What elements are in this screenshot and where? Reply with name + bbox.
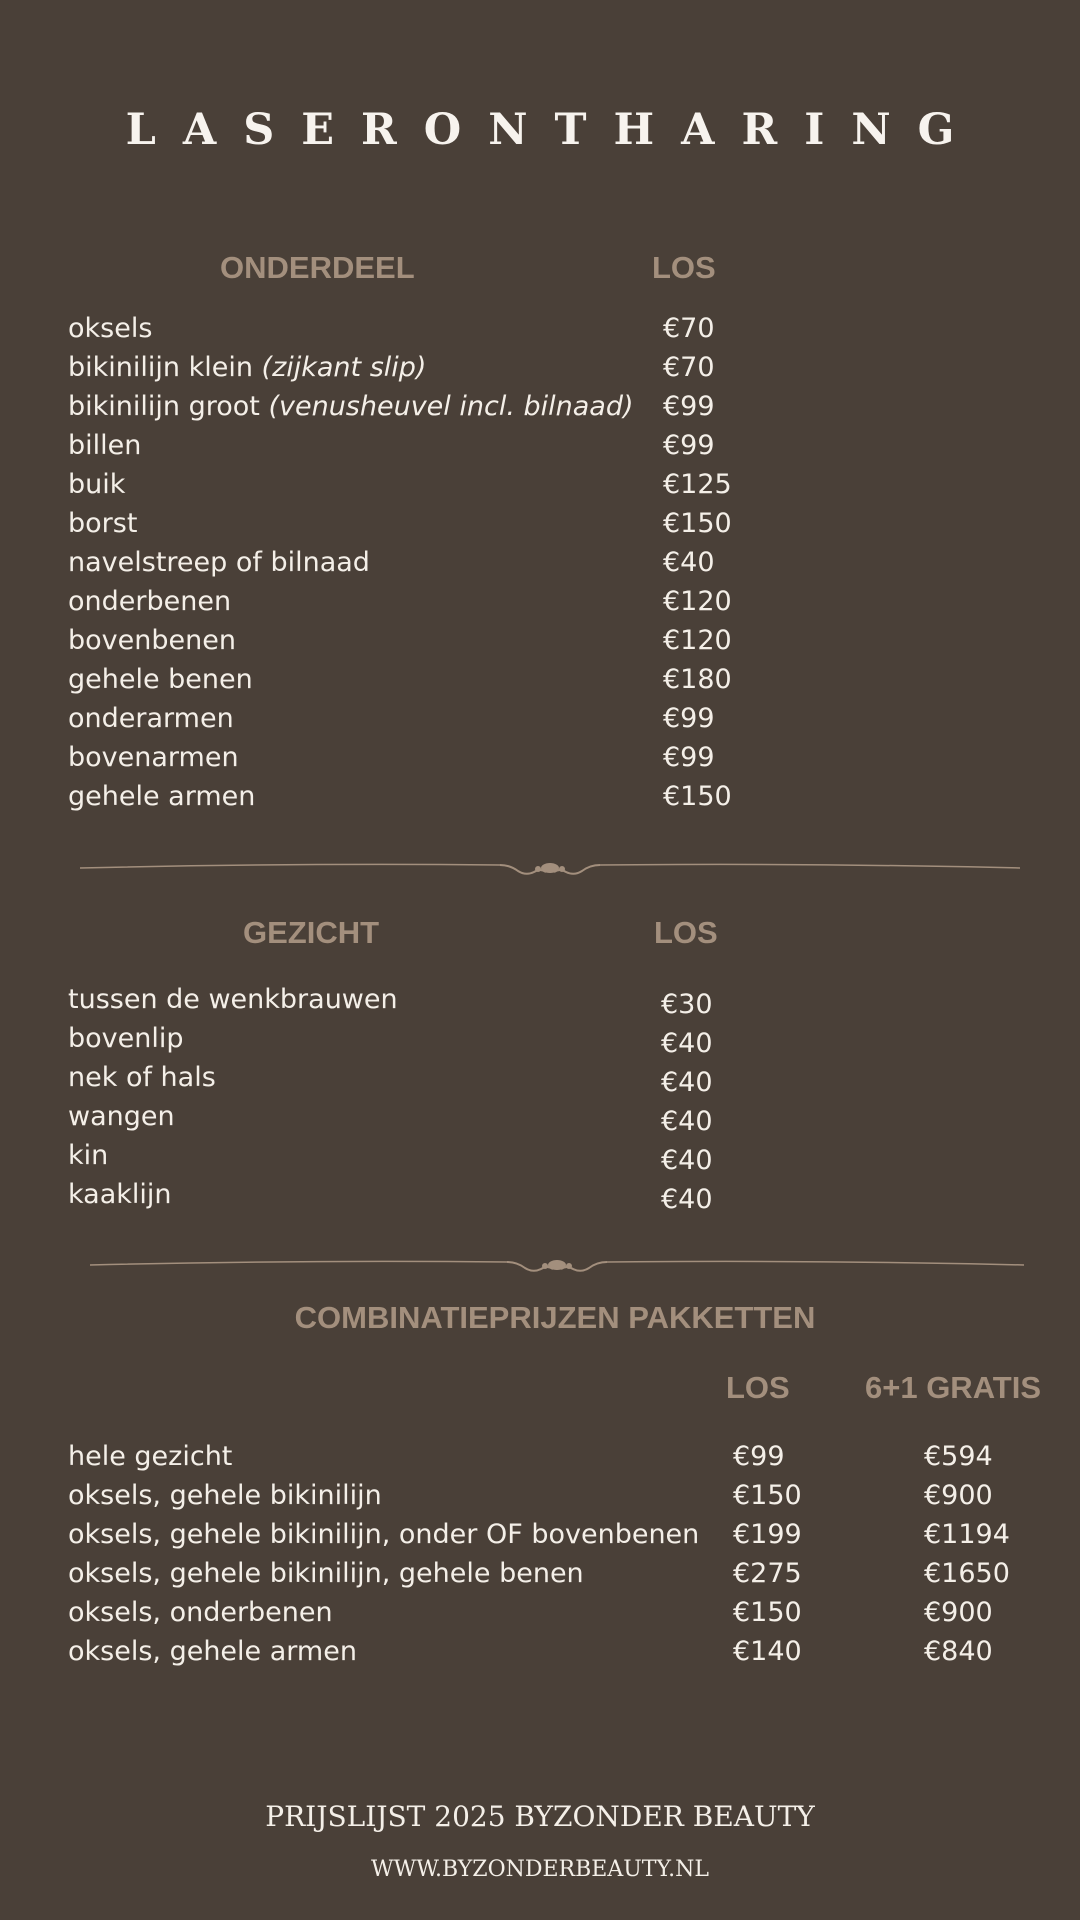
item-name: kaaklijn (68, 1179, 172, 1210)
list-item (0, 348, 1080, 387)
item-price: €40 (661, 1145, 713, 1176)
item-price-los: €199 (733, 1519, 802, 1550)
item-name: hele gezicht (68, 1441, 233, 1472)
item-name: kin (68, 1140, 109, 1171)
item-name: buik (68, 469, 126, 500)
item-price-los: €140 (733, 1636, 802, 1667)
item-name: bovenlip (68, 1023, 184, 1054)
item-price: €150 (663, 781, 732, 812)
item-name: gehele armen (68, 781, 256, 812)
item-price-los: €275 (733, 1558, 802, 1589)
item-price: €150 (663, 508, 732, 539)
footer-title: PRIJSLIJST 2025 BYZONDER BEAUTY (265, 1800, 815, 1833)
item-price: €30 (661, 989, 713, 1020)
item-price: €40 (661, 1184, 713, 1215)
combinatie-los-header: LOS (726, 1370, 790, 1405)
item-price-gratis: €900 (924, 1597, 993, 1628)
list-item (0, 1515, 1080, 1554)
item-name: oksels, gehele bikinilijn, onder OF bovenbenen (68, 1519, 700, 1550)
list-item (0, 777, 1080, 816)
item-price: €99 (663, 391, 715, 422)
onderdeel-price-header: LOS (652, 250, 716, 285)
page-title: LASERONTHARING (125, 105, 982, 155)
item-name: bikinilijn klein (zijkant slip) (68, 352, 427, 383)
list-item (0, 543, 1080, 582)
list-item (0, 465, 1080, 504)
list-item (0, 309, 1080, 348)
item-price: €70 (663, 313, 715, 344)
list-item (0, 504, 1080, 543)
list-item (0, 426, 1080, 465)
item-name: oksels, onderbenen (68, 1597, 333, 1628)
footer-website: WWW.BYZONDERBEAUTY.NL (371, 1857, 709, 1882)
item-price-los: €150 (733, 1480, 802, 1511)
item-price-gratis: €840 (924, 1636, 993, 1667)
item-note: (zijkant slip) (261, 352, 427, 383)
item-price-gratis: €1650 (924, 1558, 1010, 1589)
list-item (0, 738, 1080, 777)
item-price-los: €150 (733, 1597, 802, 1628)
item-price: €40 (663, 547, 715, 578)
item-name: billen (68, 430, 142, 461)
item-price: €120 (663, 586, 732, 617)
ornament-divider (0, 1250, 1080, 1280)
list-item (0, 1554, 1080, 1593)
list-item-price-row (0, 1180, 1080, 1219)
item-name: gehele benen (68, 664, 253, 695)
item-name: nek of hals (68, 1062, 216, 1093)
item-price-los: €99 (733, 1441, 785, 1472)
item-price: €120 (663, 625, 732, 656)
item-name: borst (68, 508, 138, 539)
item-price: €125 (663, 469, 732, 500)
item-name: oksels, gehele bikinilijn (68, 1480, 382, 1511)
item-name: bovenarmen (68, 742, 239, 773)
item-name: wangen (68, 1101, 175, 1132)
item-name: onderarmen (68, 703, 234, 734)
list-item (0, 1476, 1080, 1515)
list-item (0, 1632, 1080, 1671)
item-price: €70 (663, 352, 715, 383)
item-name: bikinilijn groot (venusheuvel incl. bilnaad) (68, 391, 634, 422)
item-price: €40 (661, 1067, 713, 1098)
item-price: €99 (663, 703, 715, 734)
gezicht-price-header: LOS (654, 915, 718, 950)
item-name: bovenbenen (68, 625, 236, 656)
item-price-gratis: €594 (924, 1441, 993, 1472)
item-price: €99 (663, 430, 715, 461)
item-price-gratis: €1194 (924, 1519, 1010, 1550)
item-price: €40 (661, 1028, 713, 1059)
list-item (0, 621, 1080, 660)
onderdeel-header: ONDERDEEL (220, 250, 415, 285)
list-item (0, 387, 1080, 426)
item-note: (venusheuvel incl. bilnaad) (268, 391, 634, 422)
list-item (0, 1437, 1080, 1476)
item-price: €180 (663, 664, 732, 695)
list-item (0, 582, 1080, 621)
item-price-gratis: €900 (924, 1480, 993, 1511)
list-item (0, 699, 1080, 738)
item-price: €99 (663, 742, 715, 773)
item-name: tussen de wenkbrauwen (68, 984, 398, 1015)
combinatie-gratis-header: 6+1 GRATIS (865, 1370, 1042, 1405)
ornament-divider (0, 853, 1080, 883)
item-name: onderbenen (68, 586, 232, 617)
gezicht-header: GEZICHT (243, 915, 380, 950)
list-item (0, 1593, 1080, 1632)
item-price: €40 (661, 1106, 713, 1137)
item-name: oksels, gehele bikinilijn, gehele benen (68, 1558, 584, 1589)
item-name: oksels (68, 313, 153, 344)
item-name: navelstreep of bilnaad (68, 547, 370, 578)
list-item (0, 660, 1080, 699)
combinatie-header: COMBINATIEPRIJZEN PAKKETTEN (294, 1300, 816, 1335)
item-name: oksels, gehele armen (68, 1636, 357, 1667)
